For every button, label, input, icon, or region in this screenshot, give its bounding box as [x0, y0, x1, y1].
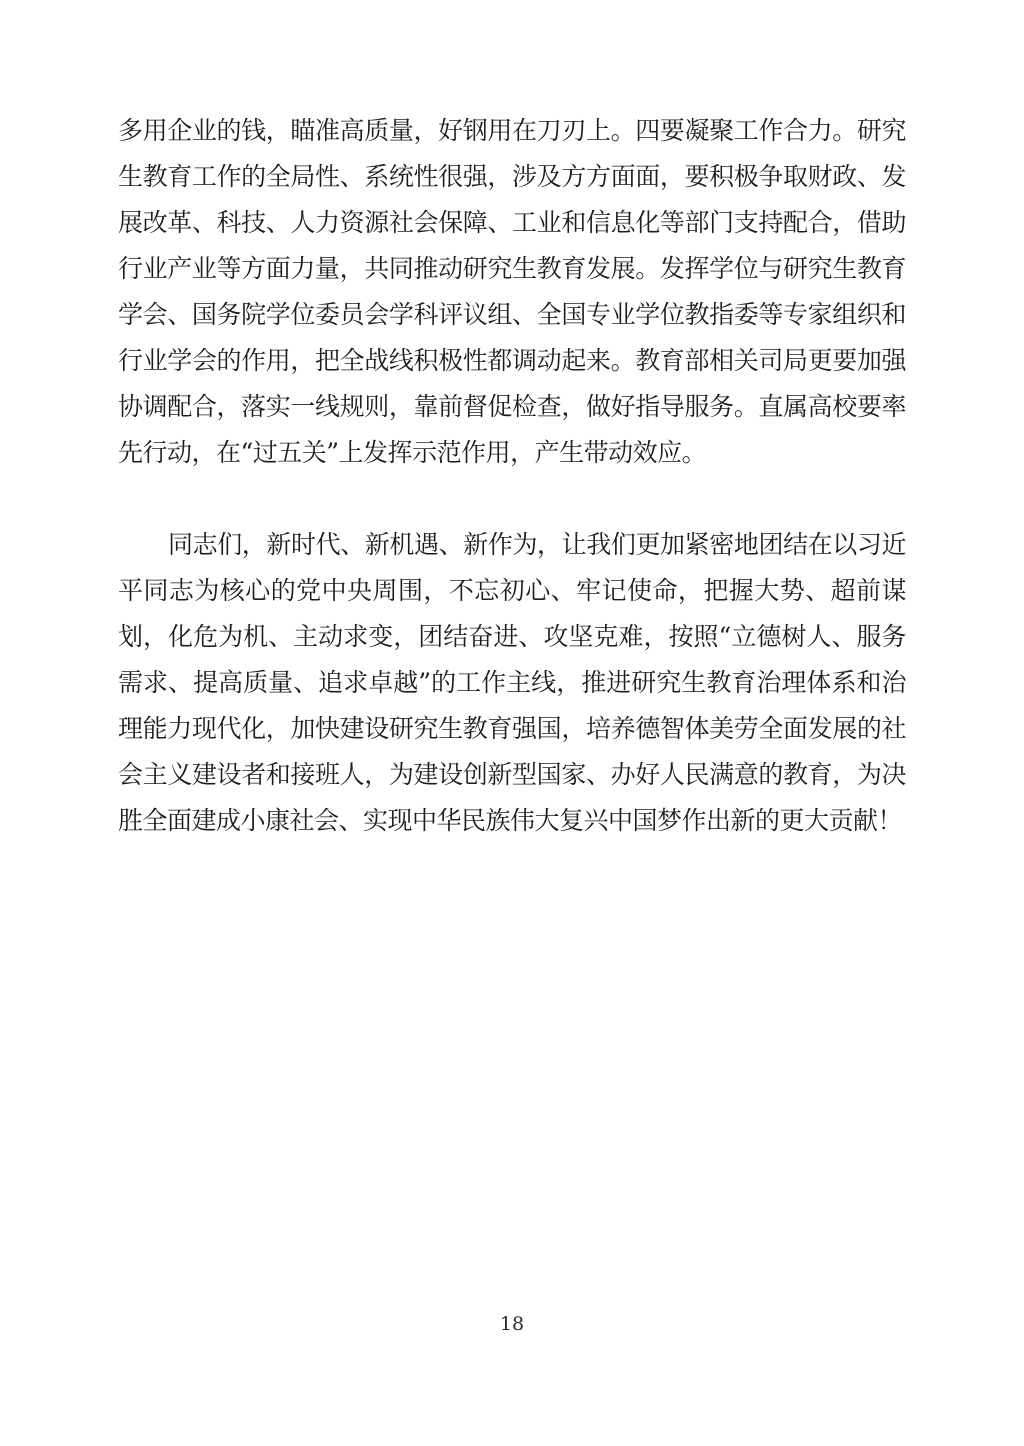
- paragraph-2: 同志们，新时代、新机遇、新作为，让我们更加紧密地团结在以习近平同志为核心的党中央周围，不忘初心、牢记使命，把握大势、超前谋划，化危为机、主动求变，团结奋进、攻坚克难，按照“立德树人、服务需求、提高质量、追求卓越”的工作主线，推进研究生教育治理体系和治理能力现代化，加快建设研究生教育强国，培养德智体美劳全面发展的社会主义建设者和接班人，为建设创新型国家、办好人民满意的教育，为决胜全面建成小康社会、实现中华民族伟大复兴中国梦作出新的更大贡献！: [118, 530, 906, 835]
- page-number: 18: [499, 1313, 525, 1335]
- paragraph-1: 多用企业的钱，瞄准高质量，好钢用在刀刃上。四要凝聚工作合力。研究生教育工作的全局性、系统性很强，涉及方方面面，要积极争取财政、发展改革、科技、人力资源社会保障、工业和信息化等部门支持配合，借助行业产业等方面力量，共同推动研究生教育发展。发挥学位与研究生教育学会、国务院学位委员会学科评议组、全国专业学位教指委等专家组织和行业学会的作用，把全战线积极性都调动起来。教育部相关司局更要加强协调配合，落实一线规则，靠前督促检查，做好指导服务。直属高校要率先行动，在“过五关”上发挥示范作用，产生带动效应。: [118, 116, 906, 467]
- page-body-text: [118, 108, 906, 844]
